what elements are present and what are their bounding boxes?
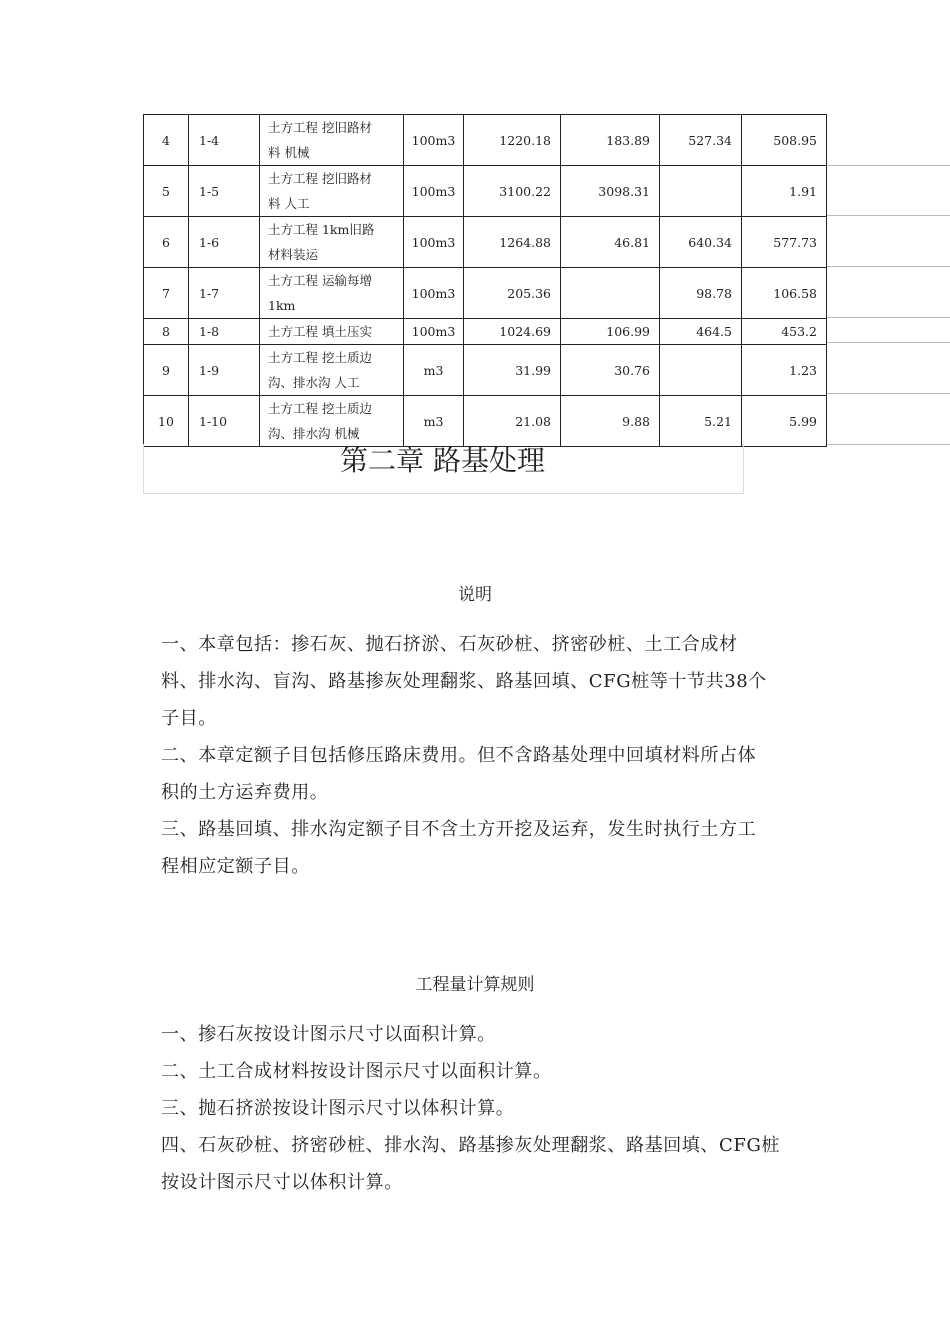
paragraph-line: 三、路基回填、排水沟定额子目不含土方开挖及运弃，发生时执行土方工	[161, 819, 757, 840]
base-price-cell: 1264.88	[464, 217, 561, 268]
base-price-cell: 3100.22	[464, 166, 561, 217]
item-name-cell	[260, 396, 404, 447]
table-row	[144, 115, 827, 166]
item-name-cell	[260, 319, 404, 345]
quota-code-cell: 1-7	[189, 268, 260, 319]
material-cost-cell: 98.78	[660, 268, 742, 319]
labor-cost-cell: 3098.31	[561, 166, 660, 217]
base-price-cell: 1024.69	[464, 319, 561, 345]
item-name-cell	[260, 268, 404, 319]
machine-cost-cell: 1.91	[742, 166, 827, 217]
machine-cost-cell: 453.2	[742, 319, 827, 345]
table-row	[144, 396, 827, 447]
table-extension-line	[827, 266, 950, 267]
item-name-line: 沟、排水沟 机械	[268, 426, 360, 441]
explanation-title: 说明	[458, 585, 492, 605]
paragraph-line: 二、本章定额子目包括修压路床费用。但不含路基处理中回填材料所占体	[161, 745, 757, 766]
labor-cost-cell: 30.76	[561, 345, 660, 396]
machine-cost-cell: 1.23	[742, 345, 827, 396]
chapter-title: 第二章 路基处理	[340, 444, 545, 477]
unit-cell: 100m3	[404, 319, 464, 345]
item-name-line: 材料装运	[268, 247, 319, 262]
labor-cost-cell: 46.81	[561, 217, 660, 268]
unit-cell: m3	[404, 396, 464, 447]
explanation-paragraph	[161, 737, 791, 811]
explanation-paragraph	[161, 626, 791, 737]
material-cost-cell: 464.5	[660, 319, 742, 345]
table-row	[144, 345, 827, 396]
material-cost-cell: 527.34	[660, 115, 742, 166]
paragraph-line: 料、排水沟、盲沟、路基掺灰处理翻浆、路基回填、CFG桩等十节共38个	[161, 671, 767, 692]
row-number-cell: 6	[144, 217, 189, 268]
rules-title: 工程量计算规则	[415, 975, 535, 995]
rules-paragraph	[161, 1090, 791, 1127]
unit-cell: 100m3	[404, 268, 464, 319]
rules-paragraph	[161, 1016, 791, 1053]
paragraph-line: 程相应定额子目。	[161, 856, 310, 877]
item-name-line: 土方工程 挖旧路材	[268, 171, 372, 186]
row-number-cell: 4	[144, 115, 189, 166]
quota-code-cell: 1-10	[189, 396, 260, 447]
quota-code-cell: 1-5	[189, 166, 260, 217]
row-number-cell: 5	[144, 166, 189, 217]
table-extension-line	[827, 165, 950, 166]
row-number-cell: 7	[144, 268, 189, 319]
table-row	[144, 217, 827, 268]
paragraph-line: 四、石灰砂桩、挤密砂桩、排水沟、路基掺灰处理翻浆、路基回填、CFG桩	[161, 1135, 781, 1156]
quota-code-cell: 1-9	[189, 345, 260, 396]
quota-code-cell: 1-6	[189, 217, 260, 268]
explanation-paragraph	[161, 811, 791, 885]
item-name-cell	[260, 115, 404, 166]
item-name-line: 料 人工	[268, 196, 310, 211]
item-name-line: 土方工程 1km旧路	[268, 222, 375, 237]
item-name-line: 沟、排水沟 人工	[268, 375, 360, 390]
labor-cost-cell: 183.89	[561, 115, 660, 166]
rules-paragraph	[161, 1053, 791, 1090]
material-cost-cell: 640.34	[660, 217, 742, 268]
quota-code-cell: 1-8	[189, 319, 260, 345]
paragraph-line: 三、抛石挤淤按设计图示尺寸以体积计算。	[161, 1098, 515, 1119]
table-row	[144, 268, 827, 319]
table-row	[144, 319, 827, 345]
item-name-cell	[260, 345, 404, 396]
paragraph-line: 一、本章包括：掺石灰、抛石挤淤、石灰砂桩、挤密砂桩、土工合成材	[161, 634, 738, 655]
paragraph-line: 二、土工合成材料按设计图示尺寸以面积计算。	[161, 1061, 552, 1082]
item-name-line: 土方工程 挖土质边	[268, 350, 372, 365]
rules-paragraph	[161, 1127, 791, 1201]
item-name-line: 土方工程 填土压实	[268, 324, 372, 339]
material-cost-cell	[660, 345, 742, 396]
quota-code-cell: 1-4	[189, 115, 260, 166]
unit-cell: 100m3	[404, 217, 464, 268]
table-extension-line	[827, 215, 950, 216]
paragraph-line: 积的土方运弃费用。	[161, 782, 329, 803]
machine-cost-cell: 5.99	[742, 396, 827, 447]
table-row	[144, 166, 827, 217]
item-name-line: 料 机械	[268, 145, 310, 160]
table-extension-line	[827, 317, 950, 318]
paragraph-line: 子目。	[161, 708, 217, 729]
table-extension-line	[827, 342, 950, 343]
machine-cost-cell: 508.95	[742, 115, 827, 166]
row-number-cell: 9	[144, 345, 189, 396]
material-cost-cell: 5.21	[660, 396, 742, 447]
base-price-cell: 205.36	[464, 268, 561, 319]
table-extension-line	[827, 393, 950, 394]
labor-cost-cell: 106.99	[561, 319, 660, 345]
item-name-cell	[260, 217, 404, 268]
base-price-cell: 21.08	[464, 396, 561, 447]
row-number-cell: 8	[144, 319, 189, 345]
labor-cost-cell	[561, 268, 660, 319]
unit-cell: 100m3	[404, 166, 464, 217]
unit-cell: m3	[404, 345, 464, 396]
table-extension-line	[827, 444, 950, 445]
item-name-line: 1km	[268, 298, 296, 313]
item-name-line: 土方工程 运输每增	[268, 273, 372, 288]
machine-cost-cell: 106.58	[742, 268, 827, 319]
quota-table-body	[144, 115, 827, 447]
paragraph-line: 按设计图示尺寸以体积计算。	[161, 1172, 403, 1193]
machine-cost-cell: 577.73	[742, 217, 827, 268]
base-price-cell: 1220.18	[464, 115, 561, 166]
item-name-cell	[260, 166, 404, 217]
paragraph-line: 一、掺石灰按设计图示尺寸以面积计算。	[161, 1024, 496, 1045]
base-price-cell: 31.99	[464, 345, 561, 396]
item-name-line: 土方工程 挖土质边	[268, 401, 372, 416]
quota-table	[143, 114, 827, 447]
row-number-cell: 10	[144, 396, 189, 447]
labor-cost-cell: 9.88	[561, 396, 660, 447]
item-name-line: 土方工程 挖旧路材	[268, 120, 372, 135]
unit-cell: 100m3	[404, 115, 464, 166]
material-cost-cell	[660, 166, 742, 217]
